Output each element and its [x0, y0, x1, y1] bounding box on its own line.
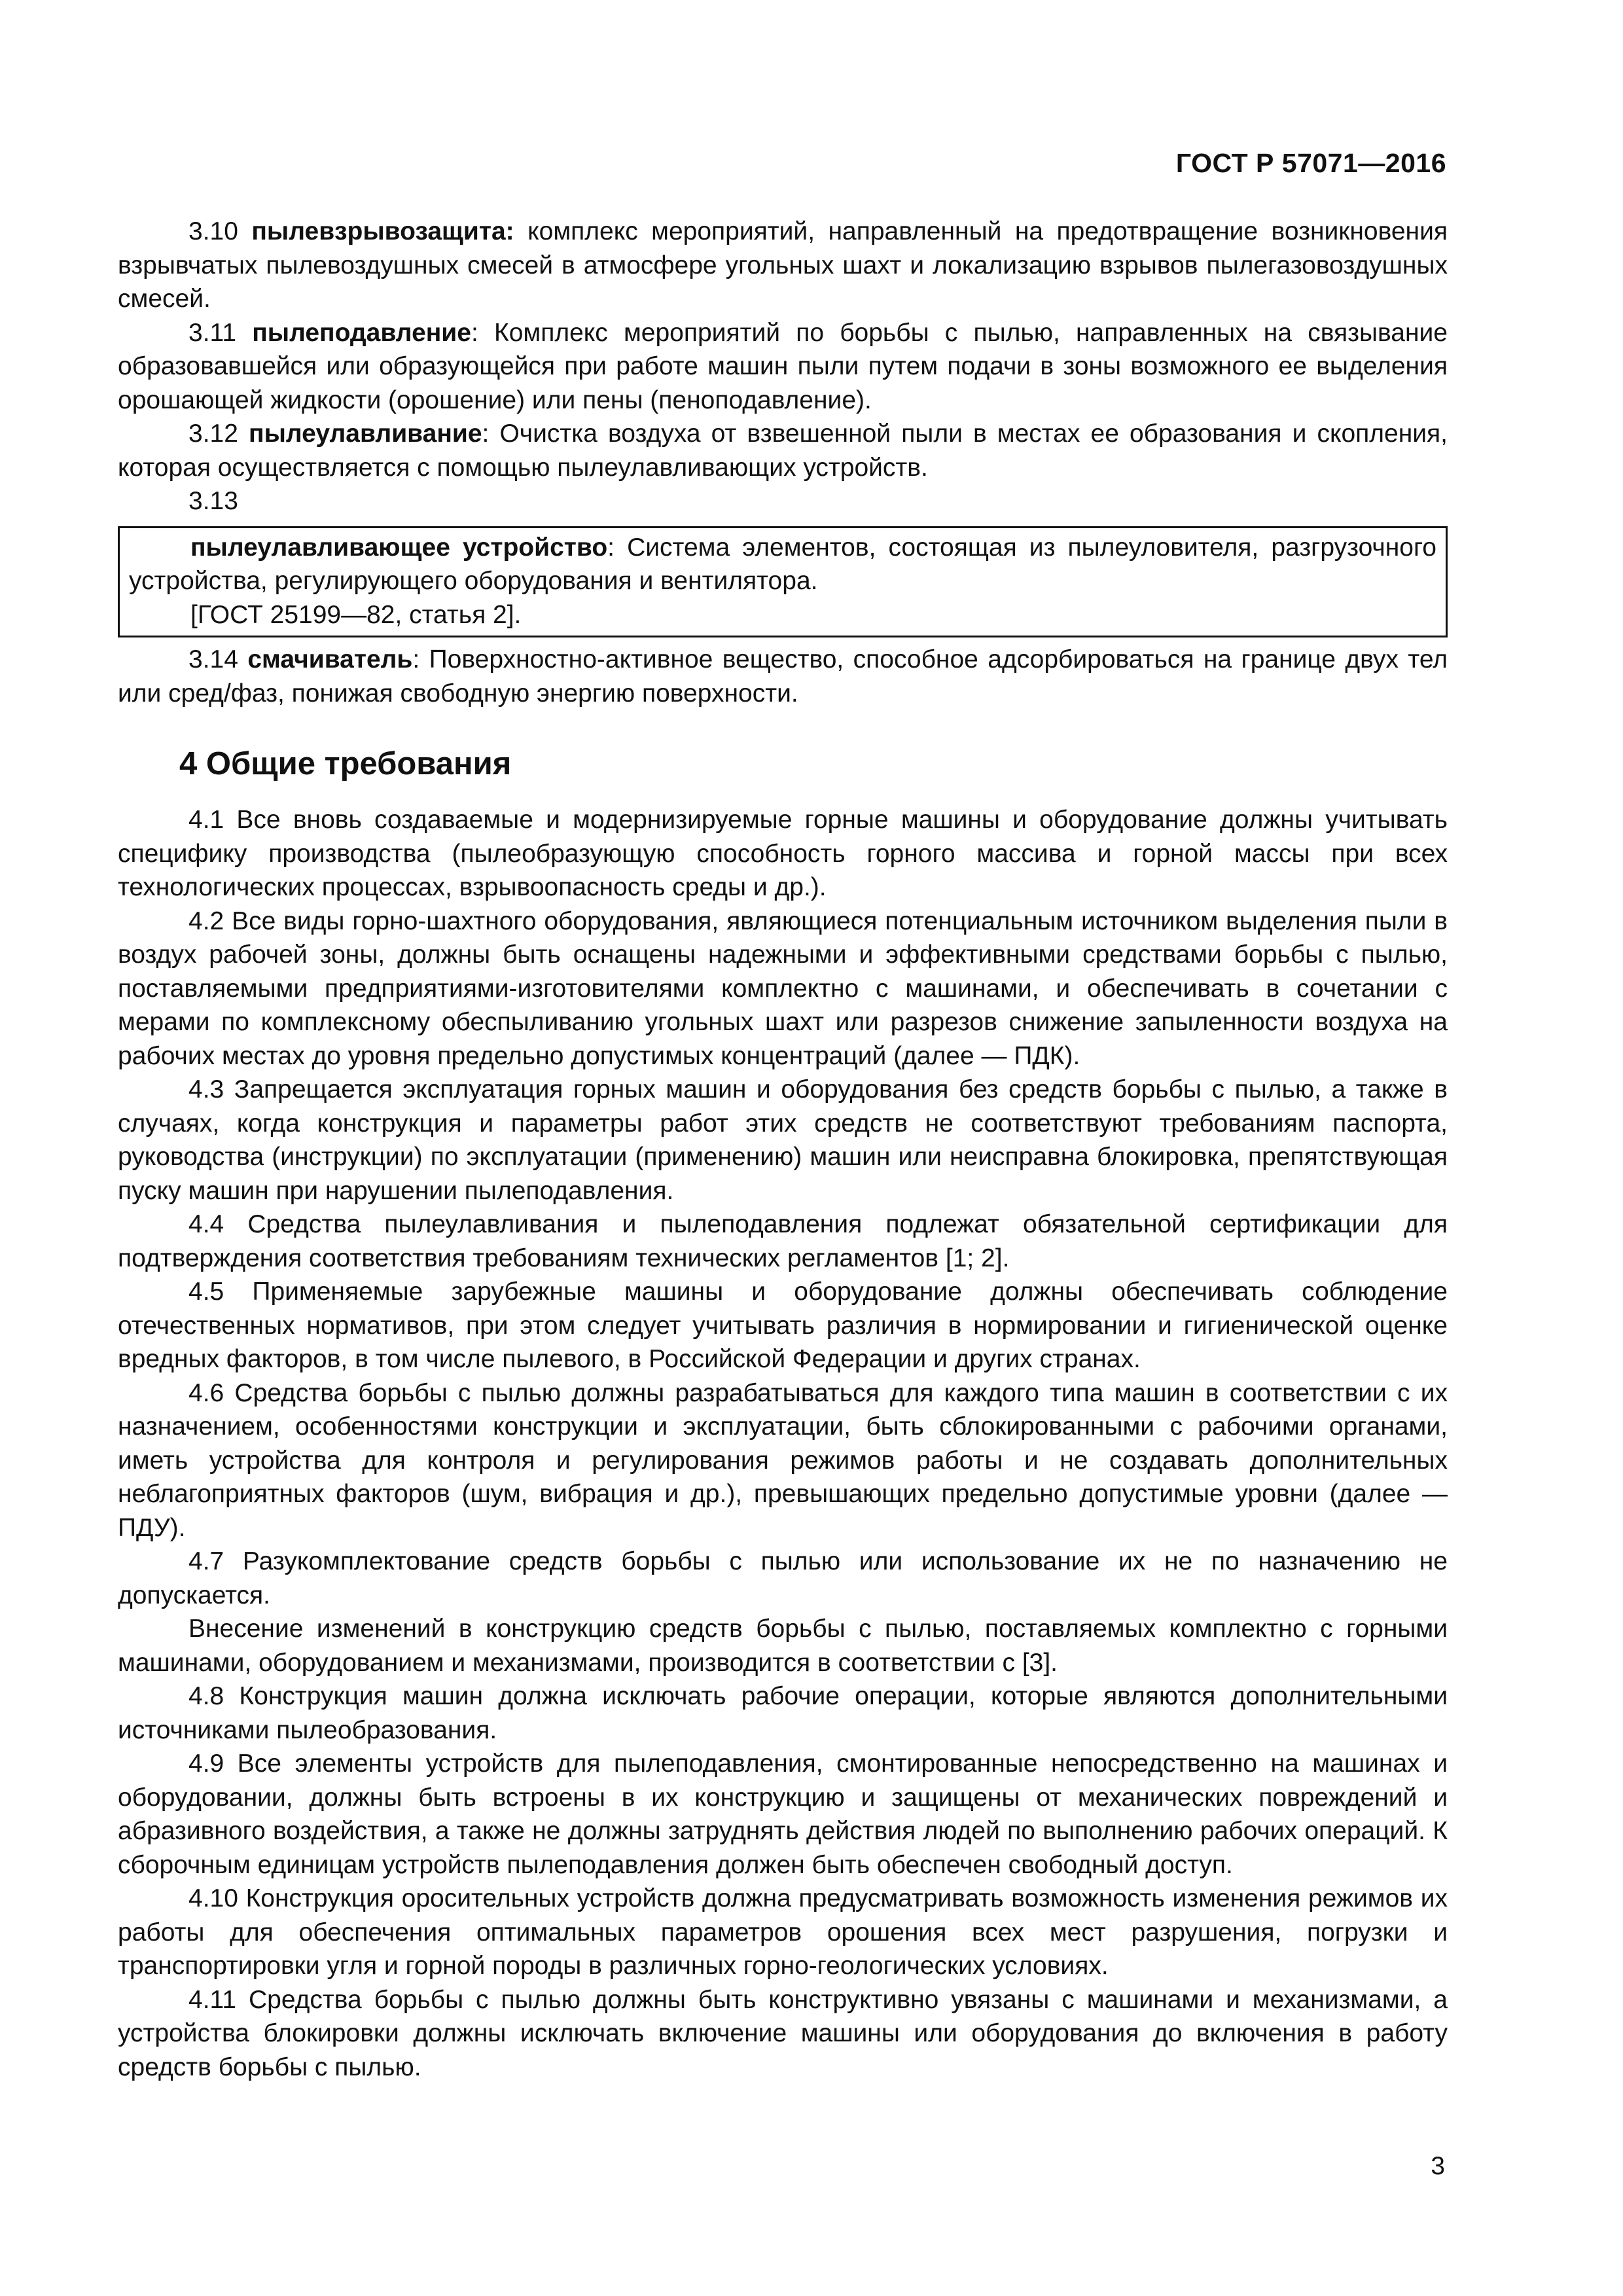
term-definition: : Поверхностно-активное вещество, способное адсорбироваться на границе двух тел или сред/фаз, понижая свободную энергию поверхности.	[118, 645, 1448, 708]
paragraph-4-7-continued: Внесение изменений в конструкцию средств борьбы с пылью, поставляемых комплектно с горными машинами, оборудованием и механизмами, производится в соответствии с [3].	[118, 1615, 1448, 1677]
paragraph-4-2: 4.2 Все виды горно-шахтного оборудования, являющиеся потенциальным источником выделения пыли в воздух рабочей зоны, должны быть оснащены надежными и эффективными средствами борьбы с пылью, поставляемыми предприятиями-изготовителями комплектно с машинами, и обеспечивать в сочетании с мерами по комплексному обеспыливанию угольных шахт или разрезов снижение запыленности воздуха на рабочих местах до уровня предельно допустимых концентраций (далее — ПДК).	[118, 906, 1448, 1070]
term-definition: : Очистка воздуха от взвешенной пыли в местах ее образования и скопления, которая осуществляется с помощью пылеулавливающих устройств.	[118, 420, 1448, 482]
term-definition: комплекс мероприятий, направленный на предотвращение возникновения взрывчатых пылевоздушных смесей в атмосфере угольных шахт и локализацию взрывов пылегазовоздушных смесей.	[118, 217, 1448, 313]
paragraph-4-3: 4.3 Запрещается эксплуатация горных машин и оборудования без средств борьбы с пылью, а также в случаях, когда конструкция и параметры работ этих средств не соответствуют требованиям паспорта, руководства (инструкции) по эксплуатации (применению) машин или неисправна блокировка, препятствующая пуску машин при нарушении пылеподавления.	[118, 1075, 1448, 1205]
section-heading: 4 Общие требования	[179, 746, 512, 781]
paragraph-4-1: 4.1 Все вновь создаваемые и модернизируемые горные машины и оборудование должны учитывать специфику производства (пылеобразующую способность горного массива и горной массы при всех технологических процессах, взрывоопасность среды и др.).	[118, 806, 1448, 901]
term-title: пылеулавливание	[249, 420, 482, 448]
paragraph-4-7: 4.7 Разукомплектование средств борьбы с пылью или использование их не по назначению не допускается.	[118, 1547, 1448, 1609]
paragraph-4-4: 4.4 Средства пылеулавливания и пылеподавления подлежат обязательной сертификации для подтверждения соответствия требованиям технических регламентов [1; 2].	[118, 1210, 1448, 1272]
term-3-14: 3.14 смачиватель: Поверхностно-активное вещество, способное адсорбироваться на границе двух тел или сред/фаз, понижая свободную энергию поверхности.	[118, 645, 1448, 708]
term-title: пылеулавливающее устройство	[190, 533, 608, 562]
quoted-term-box	[118, 526, 1448, 638]
paragraph-4-9: 4.9 Все элементы устройств для пылеподавления, смонтированные непосредственно на машинах и оборудовании, должны быть встроены в их конструкцию и защищены от механических повреждений и абразивного воздействия, а также не должны затруднять действия людей по выполнению рабочих операций. К сборочным единицам устройств пылеподавления должен быть обеспечен свободный доступ.	[118, 1749, 1448, 1879]
term-definition: : Комплекс мероприятий по борьбы с пылью, направленных на связывание образовавшейся или образующейся при работе машин пыли путем подачи в зоны возможного ее выделения орошающей жидкости (орошение) или пены (пеноподавление).	[118, 318, 1448, 414]
paragraph-4-6: 4.6 Средства борьбы с пылью должны разрабатываться для каждого типа машин в соответствии с их назначением, особенностями конструкции и эксплуатации, быть сблокированными с рабочими органами, иметь устройства для контроля и регулирования режимов работы и не создавать дополнительных неблагоприятных факторов (шум, вибрация и др.), превышающих предельно допустимые уровни (далее — ПДУ).	[118, 1378, 1448, 1542]
term-3-13	[129, 531, 1436, 598]
term-title: пылеподавление	[252, 318, 471, 347]
term-title: пылевзрывозащита:	[251, 217, 514, 245]
term-3-10: 3.10 пылевзрывозащита: комплекс мероприятий, направленный на предотвращение возникновения взрывчатых пылевоздушных смесей в атмосфере угольных шахт и локализацию взрывов пылегазовоздушных смесей.	[118, 217, 1448, 313]
paragraph-4-11: 4.11 Средства борьбы с пылью должны быть конструктивно увязаны с машинами и механизмами, а устройства блокировки должны исключать включение машины или оборудования до включения в работу средств борьбы с пылью.	[118, 1985, 1448, 2081]
term-3-12: 3.12 пылеулавливание: Очистка воздуха от взвешенной пыли в местах ее образования и скопления, которая осуществляется с помощью пылеулавливающих устройств.	[118, 420, 1448, 482]
document-body	[118, 215, 1448, 2084]
paragraph-4-10: 4.10 Конструкция оросительных устройств должна предусматривать возможность изменения режимов их работы для обеспечения оптимальных параметров орошения всех мест разрушения, погрузки и транспортировки угля и горной породы в различных горно-геологических условиях.	[118, 1884, 1448, 1980]
page-number: 3	[1431, 2152, 1445, 2180]
term-source-reference: [ГОСТ 25199—82, статья 2].	[190, 600, 522, 629]
term-title: смачиватель	[247, 645, 413, 673]
term-definition: : Система элементов, состоящая из пылеуловителя, разгрузочного устройства, регулирующего оборудования и вентилятора.	[129, 533, 1437, 595]
document-code-header: ГОСТ Р 57071—2016	[1175, 148, 1446, 178]
paragraph-4-5: 4.5 Применяемые зарубежные машины и оборудование должны обеспечивать соблюдение отечественных нормативов, при этом следует учитывать различия в нормировании и гигиенической оценке вредных факторов, в том числе пылевого, в Российской Федерации и других странах.	[118, 1278, 1448, 1373]
term-3-13-number: 3.13	[188, 487, 238, 515]
term-3-11: 3.11 пылеподавление: Комплекс мероприятий по борьбы с пылью, направленных на связывание образовавшейся или образующейся при работе машин пыли путем подачи в зоны возможного ее выделения орошающей жидкости (орошение) или пены (пеноподавление).	[118, 318, 1448, 414]
paragraph-4-8: 4.8 Конструкция машин должна исключать рабочие операции, которые являются дополнительными источниками пылеобразования.	[118, 1682, 1448, 1744]
